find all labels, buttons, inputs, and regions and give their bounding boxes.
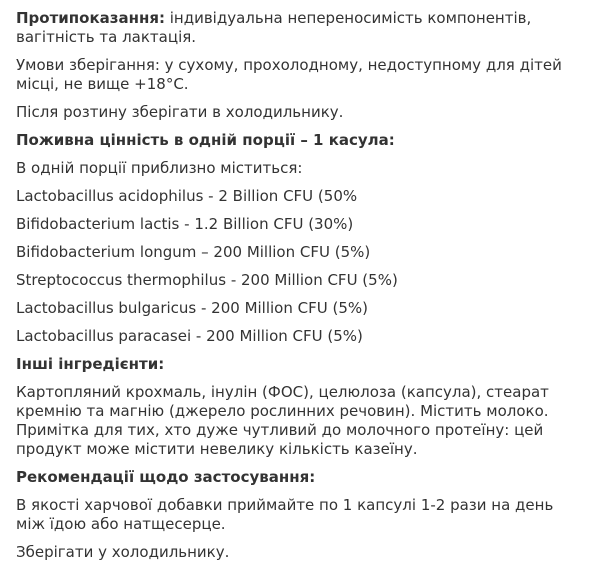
contraindications-paragraph bbox=[16, 9, 581, 47]
strain-item: Bifidobacterium longum – 200 Million CFU (5%) bbox=[16, 243, 371, 261]
storage-conditions-paragraph: Умови зберігання: у сухому, прохолодному, недоступному для дітей місці, не вище +18°C. bbox=[16, 56, 562, 93]
strain-item: Lactobacillus acidophilus - 2 Billion CFU (50% bbox=[16, 187, 358, 205]
other-ingredients-heading: Інші інгредієнти: bbox=[16, 355, 165, 373]
contraindications-text: індивідуальна непереносимість компонентів, вагітність та лактація. bbox=[16, 9, 532, 46]
storage-final: Зберігати у холодильнику. bbox=[16, 543, 230, 561]
strain-item: Lactobacillus paracasei - 200 Million CFU (5%) bbox=[16, 327, 363, 345]
nutrition-heading: Поживна цінність в одній порції – 1 касула: bbox=[16, 131, 395, 149]
after-opening-paragraph: Після розтину зберігати в холодильнику. bbox=[16, 103, 344, 121]
strain-item: Lactobacillus bulgaricus - 200 Million CFU (5%) bbox=[16, 299, 368, 317]
usage-text: В якості харчової добавки приймайте по 1 капсулі 1-2 рази на день між їдою або натщесерце. bbox=[16, 496, 554, 533]
usage-heading: Рекомендації щодо застосування: bbox=[16, 468, 316, 486]
strain-item: Bifidobacterium lactis - 1.2 Billion CFU (30%) bbox=[16, 215, 354, 233]
contraindications-label: Протипоказання: bbox=[16, 9, 165, 27]
other-ingredients-text: Картопляний крохмаль, інулін (ФОС), целюлоза (капсула), стеарат кремнію та магнію (джерело рослинних речовин). Містить молоко. Примітка для тих, хто дуже чутливий до молочного протеїну: цей продукт може містити невелику кількість казеїну. bbox=[16, 383, 549, 458]
portion-intro: В одній порції приблизно міститься: bbox=[16, 159, 303, 177]
strain-item: Streptococcus thermophilus - 200 Million CFU (5%) bbox=[16, 271, 398, 289]
